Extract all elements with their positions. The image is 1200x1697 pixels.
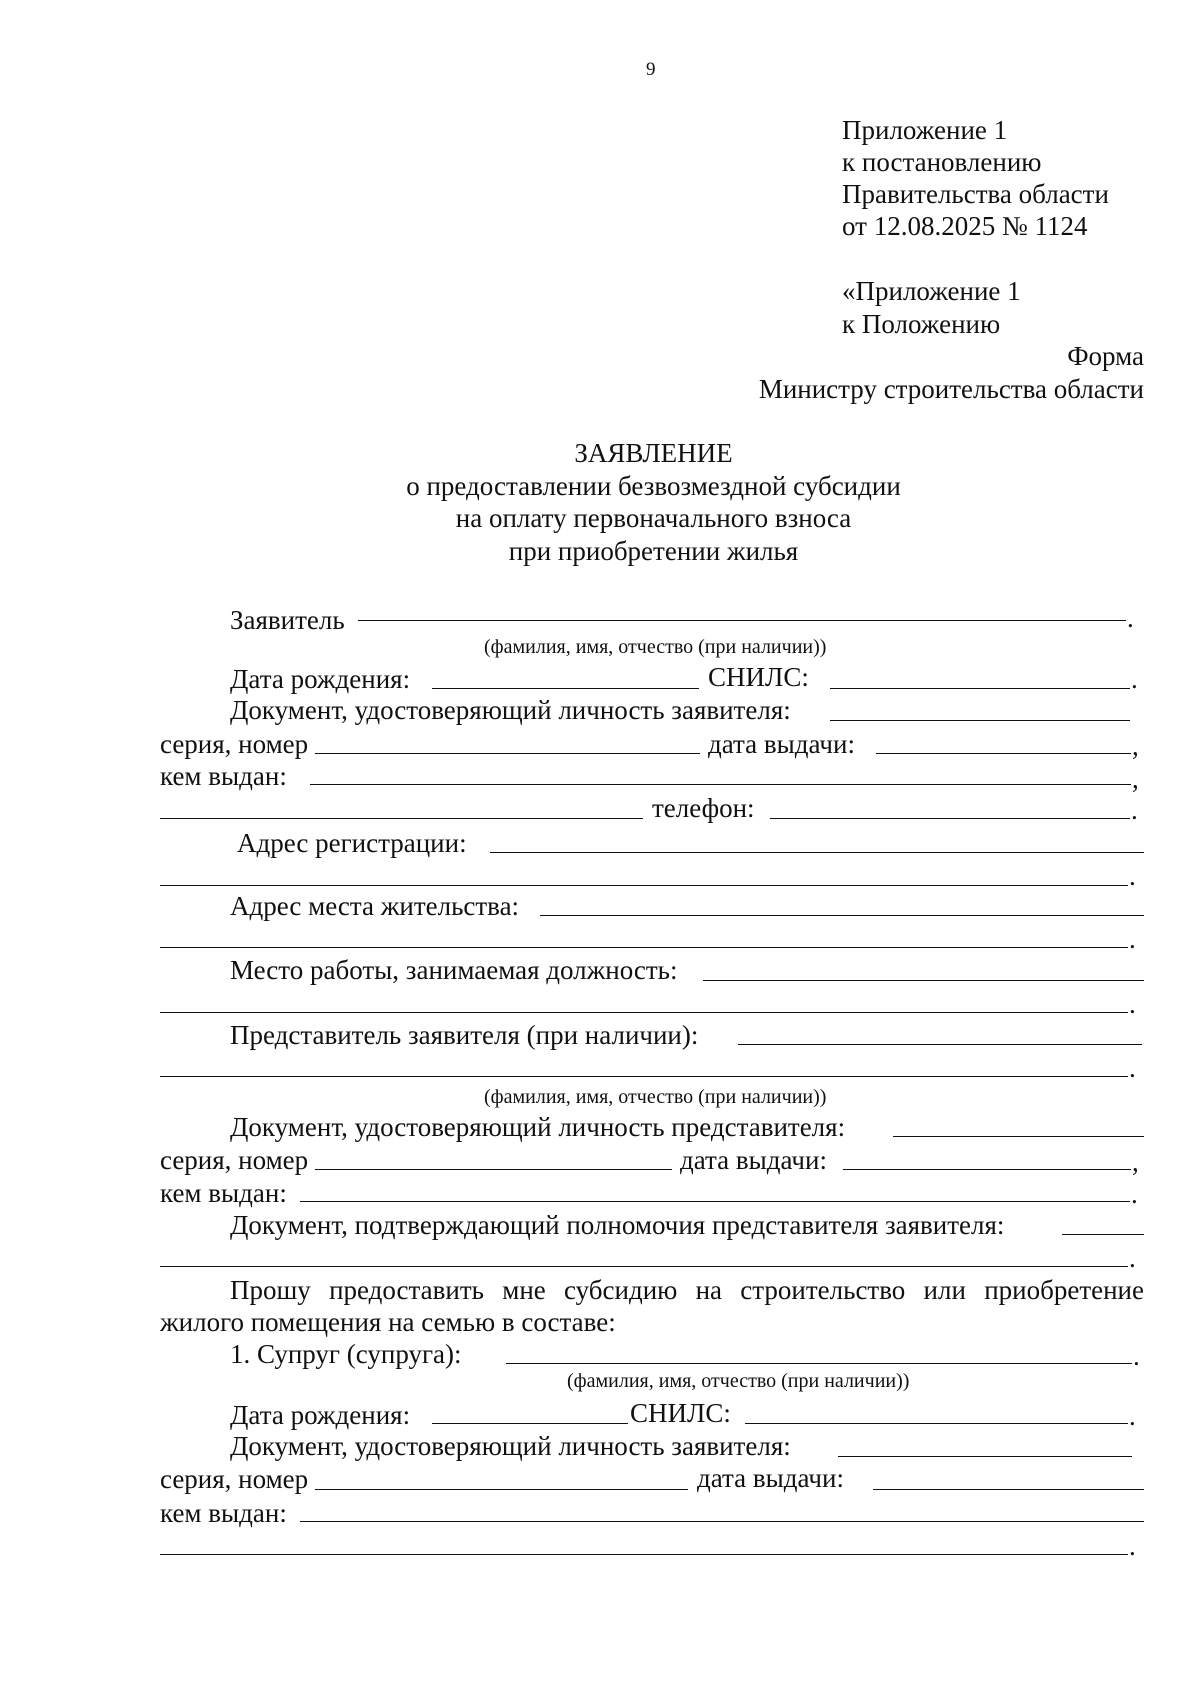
spouse-fio-field[interactable]: [506, 1363, 1132, 1364]
issued-by-field-cont[interactable]: [160, 818, 643, 819]
id-doc-field[interactable]: [838, 1456, 1132, 1457]
live-address-label: Адрес места жительства:: [230, 891, 520, 921]
title-line: на оплату первоначального взноса: [455, 503, 852, 533]
representative-label: Представитель заявителя (при наличии):: [230, 1020, 699, 1050]
end-comma: ,: [1132, 1147, 1139, 1177]
series-label: серия, номер: [160, 1464, 309, 1494]
end-dot: .: [1129, 924, 1136, 954]
end-dot: .: [1129, 1053, 1136, 1083]
end-dot: .: [1131, 1179, 1138, 1209]
end-comma: ,: [1132, 764, 1139, 794]
representative-field-cont[interactable]: [160, 1076, 1128, 1077]
birth-label: Дата рождения:: [230, 1400, 411, 1430]
end-dot: .: [1129, 1531, 1136, 1561]
authority-doc-field-cont[interactable]: [160, 1266, 1128, 1267]
phone-label: телефон:: [652, 793, 755, 823]
header-line: Правительства области: [842, 179, 1109, 209]
series-label: серия, номер: [160, 729, 309, 759]
end-dot: .: [1129, 861, 1136, 891]
series-field[interactable]: [315, 753, 700, 754]
issue-date-label: дата выдачи:: [697, 1463, 844, 1493]
title-main: ЗАЯВЛЕНИЕ: [574, 438, 733, 468]
end-dot: .: [1127, 603, 1134, 633]
reg-address-field[interactable]: [490, 852, 1144, 853]
applicant-fio-field[interactable]: [358, 620, 1126, 621]
issue-date-field[interactable]: [843, 1169, 1131, 1170]
header-line: «Приложение 1: [842, 276, 1021, 306]
issued-by-field[interactable]: [300, 1521, 1144, 1522]
issue-date-label: дата выдачи:: [708, 729, 855, 759]
id-doc-field[interactable]: [830, 720, 1130, 721]
end-dot: .: [1133, 1341, 1140, 1371]
id-doc-label: Документ, удостоверяющий личность заявителя:: [230, 695, 791, 725]
live-address-field-cont[interactable]: [160, 947, 1128, 948]
issued-by-label: кем выдан:: [160, 1178, 287, 1208]
authority-doc-label: Документ, подтверждающий полномочия представителя заявителя:: [230, 1210, 1005, 1240]
series-label: серия, номер: [160, 1145, 309, 1175]
end-dot: .: [1129, 989, 1136, 1019]
authority-doc-field[interactable]: [1062, 1234, 1144, 1235]
series-field[interactable]: [315, 1489, 688, 1490]
issued-by-label: кем выдан:: [160, 1498, 287, 1528]
issued-by-field-cont[interactable]: [160, 1554, 1128, 1555]
applicant-label: Заявитель: [230, 605, 345, 635]
id-doc-field[interactable]: [893, 1136, 1144, 1137]
title-line: при приобретении жилья: [508, 536, 799, 566]
issued-by-field[interactable]: [310, 784, 1131, 785]
fio-hint: (фамилия, имя, отчество (при наличии)): [484, 1086, 827, 1108]
work-field-cont[interactable]: [160, 1012, 1128, 1013]
request-text: Прошу предоставить мне субсидию на строительство или приобретение: [230, 1275, 1144, 1305]
end-dot: .: [1131, 795, 1138, 825]
header-line: Приложение 1: [842, 115, 1008, 145]
page-number: 9: [646, 59, 656, 80]
fio-hint: (фамилия, имя, отчество (при наличии)): [567, 1370, 910, 1392]
spouse-label: 1. Супруг (супруга):: [230, 1339, 462, 1369]
work-label: Место работы, занимаемая должность:: [230, 955, 678, 985]
title-line: о предоставлении безвозмездной субсидии: [406, 471, 901, 501]
birth-date-field[interactable]: [432, 1423, 628, 1424]
addressee: Министру строительства области: [758, 374, 1144, 404]
header-line: к постановлению: [842, 147, 1042, 177]
snils-field[interactable]: [830, 688, 1130, 689]
end-dot: .: [1129, 1243, 1136, 1273]
live-address-field[interactable]: [540, 915, 1144, 916]
issue-date-label: дата выдачи:: [680, 1145, 827, 1175]
series-field[interactable]: [315, 1169, 672, 1170]
reg-address-label: Адрес регистрации:: [237, 828, 467, 858]
fio-hint: (фамилия, имя, отчество (при наличии)): [484, 636, 827, 658]
birth-date-field[interactable]: [432, 688, 699, 689]
header-line: от 12.08.2025 № 1124: [842, 211, 1088, 241]
header-line: к Положению: [842, 309, 1001, 339]
work-field[interactable]: [703, 980, 1144, 981]
id-doc-label: Документ, удостоверяющий личность представителя:: [230, 1112, 846, 1142]
issue-date-field[interactable]: [873, 1489, 1144, 1490]
snils-label: СНИЛС:: [708, 662, 809, 692]
issued-by-field[interactable]: [300, 1201, 1130, 1202]
birth-label: Дата рождения:: [230, 664, 411, 694]
snils-label: СНИЛС:: [630, 1398, 731, 1428]
representative-field[interactable]: [738, 1044, 1142, 1045]
end-comma: ,: [1132, 731, 1139, 761]
phone-field[interactable]: [770, 818, 1130, 819]
issued-by-label: кем выдан:: [160, 761, 287, 791]
issue-date-field[interactable]: [876, 753, 1131, 754]
reg-address-field-cont[interactable]: [160, 885, 1128, 886]
end-dot: .: [1129, 1401, 1136, 1431]
id-doc-label: Документ, удостоверяющий личность заявителя:: [230, 1431, 791, 1461]
request-text: жилого помещения на семью в составе:: [160, 1307, 616, 1337]
end-dot: .: [1131, 664, 1138, 694]
form-label: Форма: [1067, 341, 1144, 371]
snils-field[interactable]: [745, 1423, 1128, 1424]
